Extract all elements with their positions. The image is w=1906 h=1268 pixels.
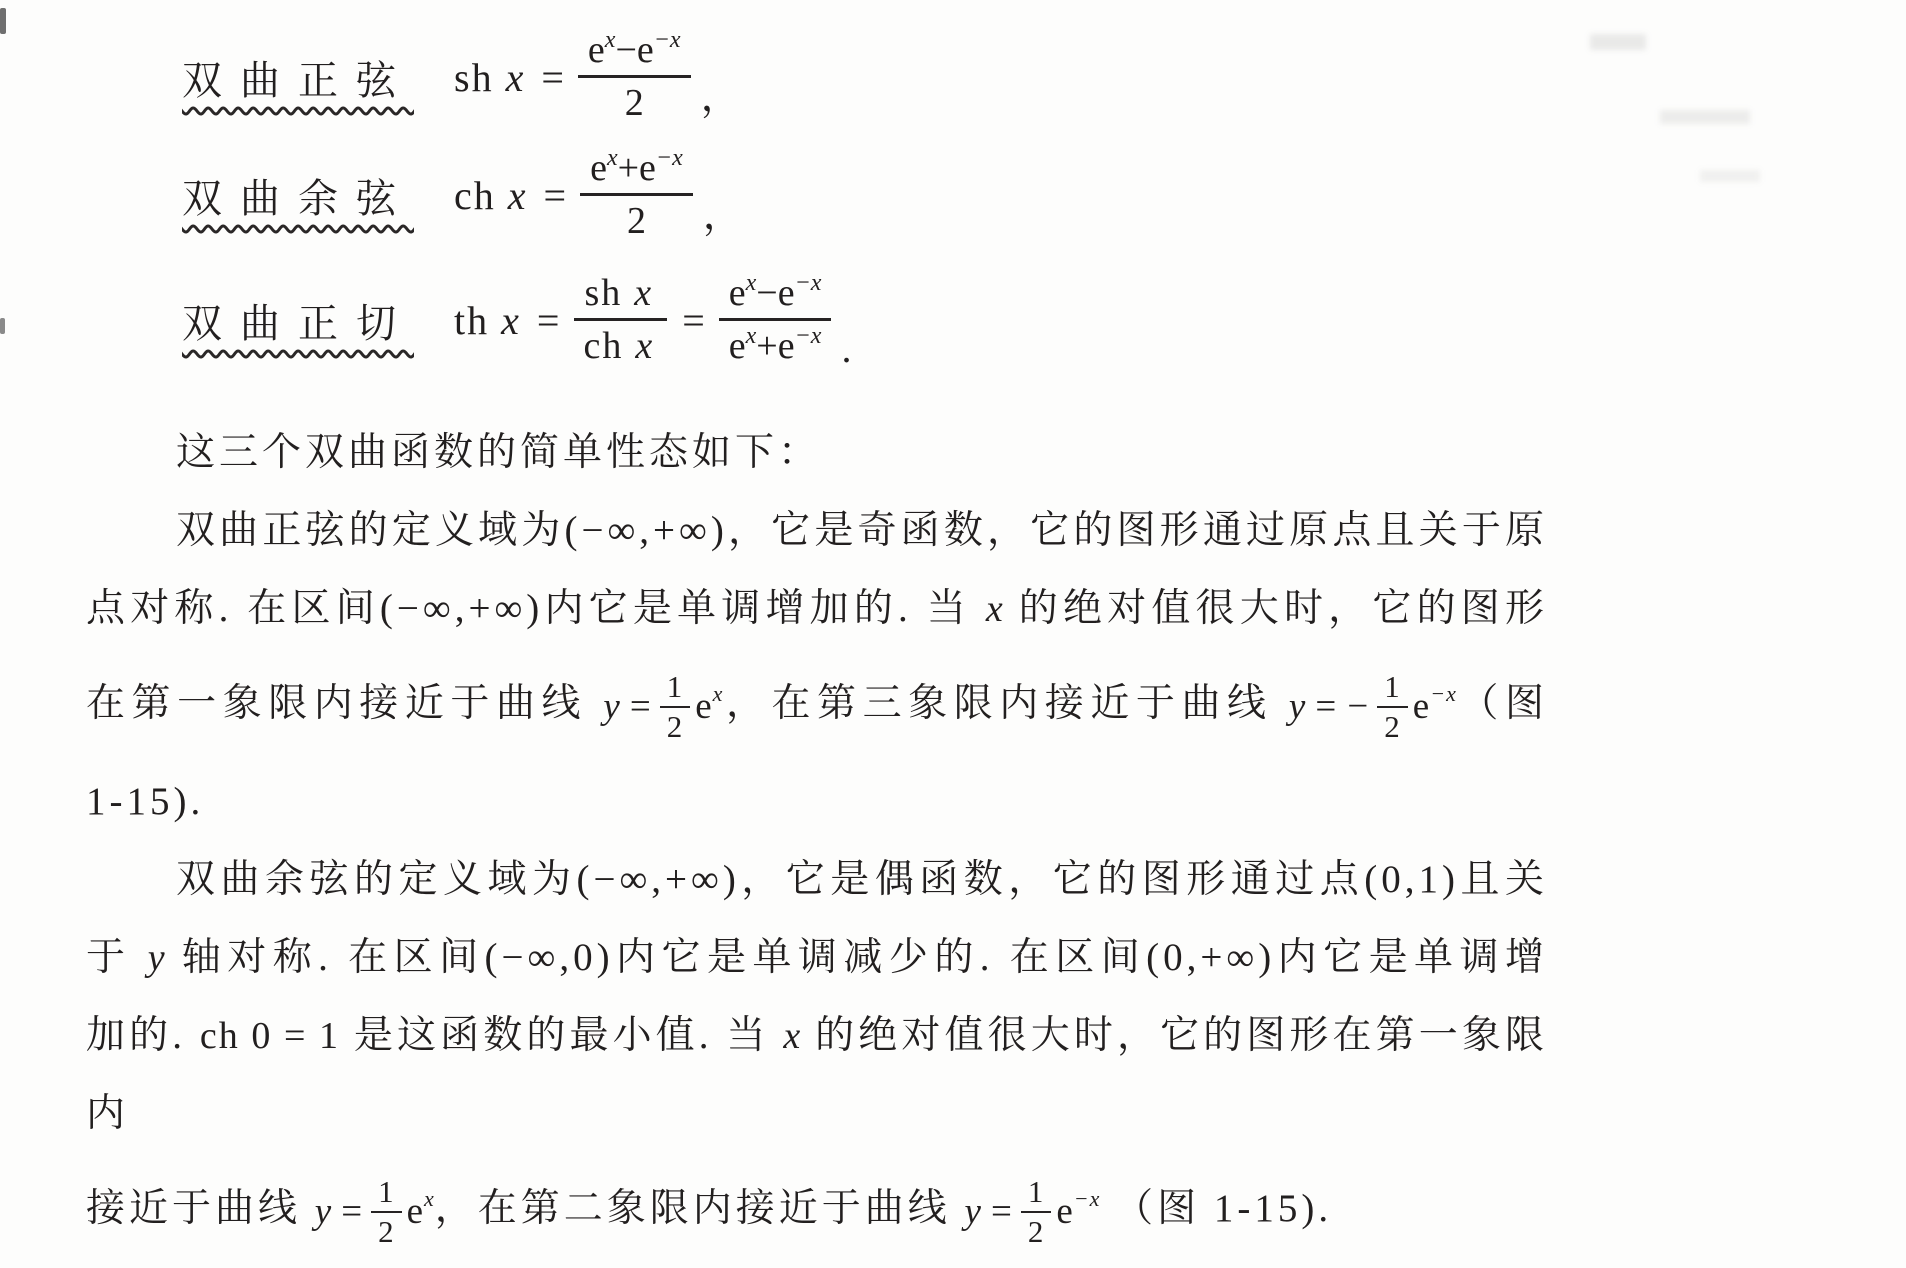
math-exponent: x [424, 1186, 435, 1212]
fraction-one-half [1377, 669, 1408, 745]
function-name-ch: ch [583, 325, 624, 367]
math-exponent: x [606, 144, 618, 171]
fraction-denominator: 2 [626, 200, 646, 242]
paragraph-sinh-line3 [86, 648, 1548, 763]
fraction-sh-ch [573, 269, 668, 372]
fraction-denominator: 2 [378, 1214, 395, 1250]
math-exponent: −x [794, 269, 822, 296]
text-run: 是这函数的最小值. 当 [340, 1014, 784, 1058]
equals-minus-sign: = − [1315, 686, 1370, 728]
formula-label-sinh: 双曲正弦 [182, 57, 414, 103]
text-run: （图 [1456, 682, 1548, 725]
fraction-denominator: 2 [666, 709, 684, 745]
math-e: e [1412, 686, 1431, 728]
math-exponent: −x [794, 323, 822, 349]
formula-cosh [182, 136, 1906, 254]
math-e: e [406, 1191, 425, 1233]
math-e: e [590, 146, 607, 189]
math-variable-y: y [314, 1191, 333, 1233]
paragraph-sinh-line4: 1-15). [86, 780, 205, 824]
punctuation: ， [702, 192, 743, 237]
fraction-one-half [371, 1174, 402, 1250]
math-e: e [587, 28, 605, 71]
fraction-denominator [719, 321, 832, 372]
math-variable-y: y [964, 1191, 982, 1233]
paragraph-sinh-line2 [86, 570, 1548, 648]
math-variable-x: x [505, 54, 524, 100]
math-e: +e [756, 325, 795, 367]
inline-math-half-ex [315, 1156, 435, 1268]
paragraph-cosh-line1: 双曲余弦的定义域为(−∞,+∞)，它是偶函数，它的图形通过点(0,1)且关 [176, 858, 1548, 902]
math-variable-y: y [1288, 686, 1307, 728]
math-exponent: −x [1430, 681, 1457, 707]
fraction-numerator: 1 [1021, 1174, 1052, 1213]
formula-tanh [182, 254, 1906, 386]
text-run: ，在第二象限内接近于曲线 [434, 1187, 965, 1231]
fraction-denominator [573, 321, 668, 372]
fraction-one-half [660, 669, 691, 745]
equals-sign: = [341, 1191, 364, 1233]
fraction [578, 26, 691, 129]
function-name-sh: sh [584, 271, 623, 314]
punctuation: . [841, 326, 852, 371]
math-e: −e [615, 28, 654, 71]
math-exponent: −x [1073, 1186, 1101, 1212]
paragraph-cosh-line2 [86, 919, 1548, 997]
math-e: e [728, 271, 746, 314]
fraction-numerator [578, 26, 691, 79]
text-run: 轴对称. 在区间(−∞,0)内它是单调减少的. 在区间(0,+∞)内它是单调增 [165, 936, 1548, 980]
math-variable-x: x [985, 588, 1004, 630]
function-name-sh: sh [454, 54, 494, 100]
math-variable-x: x [501, 297, 519, 343]
inline-math-half-enx [965, 1156, 1101, 1268]
function-name-th: th [454, 297, 490, 343]
math-variable-y: y [603, 686, 621, 728]
text-run: 的绝对值很大时，它的图形在第一象限内 [86, 1014, 1548, 1136]
math-e: e [1056, 1191, 1074, 1233]
math-e: +e [617, 146, 656, 189]
math-exponent: x [712, 681, 724, 707]
text-run: 加的. [86, 1014, 200, 1058]
fraction-denominator: 2 [1384, 709, 1401, 745]
fraction-numerator [580, 144, 693, 197]
fraction-numerator: 1 [371, 1174, 402, 1213]
paragraph-cosh-line4 [86, 1153, 1548, 1268]
math-exponent: x [745, 323, 757, 349]
fraction-exponential [719, 269, 832, 372]
fraction-denominator: 2 [1027, 1214, 1045, 1250]
paragraph-intro: 这三个双曲函数的简单性态如下： [176, 431, 822, 474]
inline-math-neg-half-enx [1289, 651, 1457, 763]
fraction [580, 144, 693, 247]
vertical-gap [86, 386, 1906, 414]
fraction-numerator [574, 269, 667, 322]
text-run: 在第一象限内接近于曲线 [86, 682, 604, 725]
text-run: 于 [86, 936, 148, 980]
math-exponent: −x [653, 26, 681, 53]
formula-label-tanh: 双曲正切 [182, 300, 414, 346]
math-e: −e [756, 271, 795, 314]
text-run: ，在第三象限内接近于曲线 [723, 682, 1289, 725]
math-e: e [695, 686, 713, 728]
fraction-numerator: 1 [660, 669, 691, 708]
equals-sign: = [629, 686, 652, 728]
text-run: 的绝对值很大时，它的图形 [1003, 587, 1548, 630]
math-e: e [728, 325, 746, 367]
math-exponent: x [604, 26, 616, 53]
fraction-numerator: 1 [1377, 669, 1408, 708]
math-exponent: x [745, 269, 757, 296]
equals-sign: = [990, 1191, 1013, 1233]
fraction-denominator: 2 [624, 82, 644, 124]
formula-label-cosh: 双曲余弦 [182, 175, 414, 221]
inline-math-half-ex [603, 651, 723, 763]
equals-sign: = [682, 297, 705, 343]
formula-sinh [182, 18, 1906, 136]
function-name-ch: ch [454, 172, 496, 218]
math-exponent: −x [655, 144, 683, 171]
paragraph-sinh-line1: 双曲正弦的定义域为(−∞,+∞)，它是奇函数，它的图形通过原点且关于原 [176, 509, 1548, 552]
fraction-numerator [719, 269, 832, 322]
math-variable-y: y [147, 937, 166, 980]
fraction-one-half [1021, 1174, 1052, 1250]
punctuation: ， [700, 74, 741, 119]
math-variable-x: x [507, 172, 526, 218]
equals-sign: = [536, 297, 560, 343]
math-variable-x: x [634, 271, 652, 314]
text-run: 接近于曲线 [86, 1187, 315, 1231]
math-variable-x: x [783, 1015, 802, 1058]
paragraph-cosh-line3 [86, 997, 1548, 1153]
math-variable-x: x [635, 325, 653, 367]
equals-sign: = [541, 54, 564, 100]
text-run: 点对称. 在区间(−∞,+∞)内它是单调增加的. 当 [86, 587, 986, 630]
math-ch-zero-equals-one: ch 0 = 1 [199, 1015, 341, 1058]
equals-sign: = [543, 172, 567, 218]
text-run: （图 1-15). [1100, 1187, 1333, 1231]
